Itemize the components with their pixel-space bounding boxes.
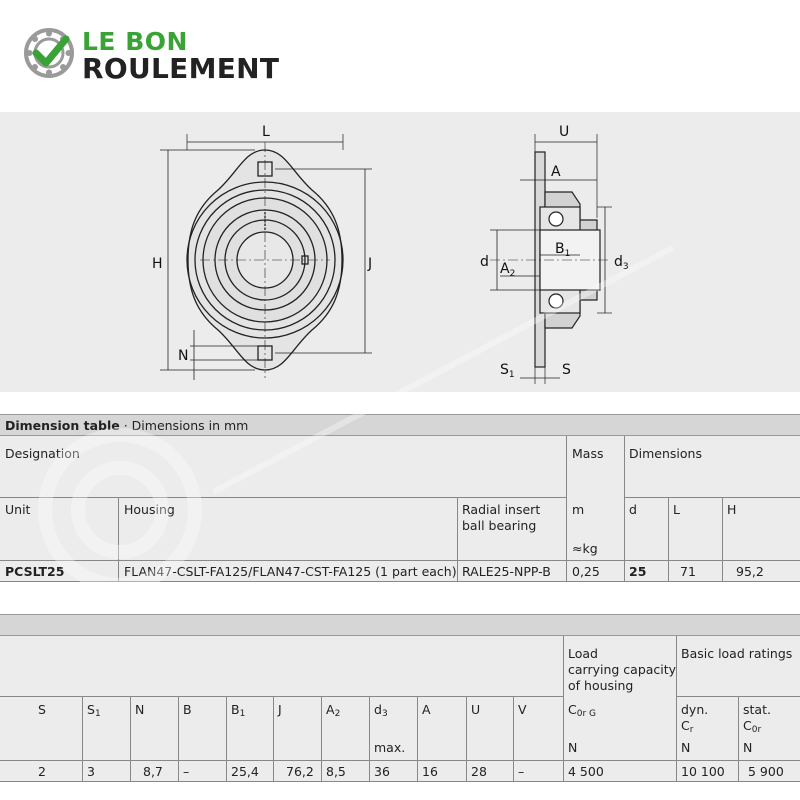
header-d: d: [629, 502, 637, 517]
header-C0r: $C_{0r}$: [743, 718, 762, 735]
header-C0r-unit: N: [743, 740, 753, 755]
header-Cr: $C_r$: [681, 718, 694, 735]
header-S: S: [38, 702, 46, 717]
label-A: A: [551, 164, 561, 180]
dimension-table: [0, 436, 800, 582]
row-housing: FLAN47-CSLT-FA125/FLAN47-CST-FA125 (1 part each): [124, 564, 457, 579]
header-A2: $A_2$: [326, 702, 341, 719]
header-J: J: [278, 702, 282, 717]
brand-line-2: ROULEMENT: [82, 52, 280, 85]
header-designation: Designation: [5, 446, 80, 461]
row-Cr: 10 100: [681, 764, 725, 779]
header-load-3: of housing: [568, 678, 634, 693]
bearing-check-logo-icon: [22, 26, 76, 80]
header-L: L: [673, 502, 680, 517]
label-U: U: [559, 124, 570, 140]
row-C0rG: 4 500: [568, 764, 604, 779]
header-load-1: Load: [568, 646, 598, 661]
header-dyn: dyn.: [681, 702, 709, 717]
row-A2: 8,5: [326, 764, 346, 779]
row-N: 8,7: [143, 764, 163, 779]
header-housing: Housing: [124, 502, 175, 517]
row-B: –: [183, 764, 190, 779]
row-H: 95,2: [736, 564, 764, 579]
header-mass: Mass: [572, 446, 604, 461]
row-unit: PCSLT25: [5, 564, 65, 579]
header-C0rG: $C_{0r G}$: [568, 702, 596, 719]
dimension-table-title: Dimension table · Dimensions in mm: [0, 414, 800, 436]
header-S1: $S_1$: [87, 702, 101, 719]
header-load-2: carrying capacity: [568, 662, 677, 677]
front-view: [160, 134, 372, 380]
row-S: 2: [38, 764, 46, 779]
label-J: J: [368, 256, 373, 272]
label-A2: $A_2$: [500, 261, 516, 279]
header-unit: Unit: [5, 502, 31, 517]
row-d: 25: [629, 564, 647, 579]
header-kg: ≈kg: [572, 541, 598, 556]
header-C0rG-unit: N: [568, 740, 578, 755]
header-radial-2: ball bearing: [462, 518, 537, 533]
header-m: m: [572, 502, 585, 517]
row-C0r: 5 900: [748, 764, 784, 779]
header-B1: $B_1$: [231, 702, 246, 719]
header-A: A: [422, 702, 431, 717]
header-U: U: [471, 702, 481, 717]
row-V: –: [518, 764, 525, 779]
label-S1: $S_1$: [500, 362, 515, 380]
label-d: d: [480, 254, 489, 270]
header-H: H: [727, 502, 737, 517]
header-dimensions: Dimensions: [629, 446, 702, 461]
load-table-band: [0, 614, 800, 636]
header-V: V: [518, 702, 527, 717]
header: [0, 0, 800, 112]
header-N: N: [135, 702, 145, 717]
header-stat: stat.: [743, 702, 771, 717]
drawing-svg: [0, 112, 800, 392]
label-N: N: [178, 348, 189, 364]
label-H: H: [152, 256, 163, 272]
brand-line-1: LE BON: [82, 27, 188, 56]
label-B1: $B_1$: [555, 241, 571, 259]
row-d3: 36: [374, 764, 390, 779]
header-B: B: [183, 702, 192, 717]
row-U: 28: [471, 764, 487, 779]
header-radial-1: Radial insert: [462, 502, 541, 517]
label-L: L: [262, 124, 270, 140]
row-mass: 0,25: [572, 564, 600, 579]
header-d3-max: max.: [374, 740, 406, 755]
label-S: S: [562, 362, 571, 378]
row-radial: RALE25-NPP-B: [462, 564, 551, 579]
row-B1: 25,4: [231, 764, 259, 779]
label-d3: $d_3$: [614, 254, 629, 272]
row-A: 16: [422, 764, 438, 779]
row-S1: 3: [87, 764, 95, 779]
load-table: [0, 636, 800, 782]
row-J: 76,2: [286, 764, 314, 779]
row-L: 71: [680, 564, 696, 579]
header-d3: $d_3$: [374, 702, 388, 719]
header-Cr-unit: N: [681, 740, 691, 755]
technical-drawing: [0, 112, 800, 392]
header-basic-ratings: Basic load ratings: [681, 646, 793, 661]
